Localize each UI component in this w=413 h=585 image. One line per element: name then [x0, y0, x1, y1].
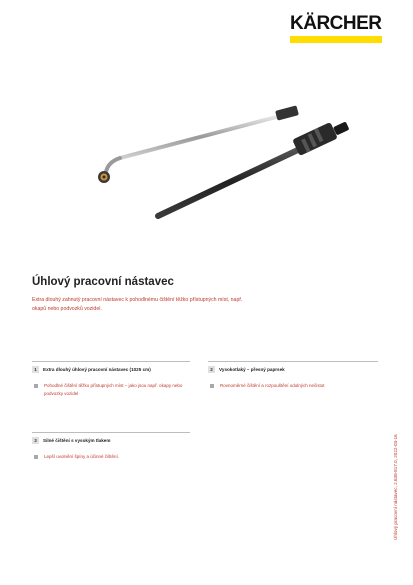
feature-heading [208, 366, 285, 373]
feature-divider [208, 361, 378, 362]
bullet-square-icon [34, 455, 38, 459]
feature-bullet [210, 382, 378, 390]
feature-number: 2 [208, 366, 215, 373]
bullet-square-icon [34, 384, 38, 388]
feature-bullet-text: Pohodlné čištění těžko přístupných míst – jako jsou např. okapy nebo podvozky vozidel [44, 383, 183, 396]
feature-divider [32, 432, 190, 433]
feature-bullet [34, 382, 194, 398]
feature-number: 3 [32, 437, 39, 444]
black-extension-tube [158, 121, 349, 216]
product-title: Úhlový pracovní nástavec [32, 276, 174, 288]
document-footer-note: Úhlový pracovní nástavec, 2.638-817.0, 2022-03-16 [393, 434, 398, 540]
brand-logo-bar [290, 36, 382, 43]
brand-logo-text: KÄRCHER [290, 13, 382, 34]
product-intro [32, 296, 332, 314]
feature-heading-text: Silné čištění s vysokým tlakem [43, 438, 111, 443]
steel-lance [98, 105, 299, 183]
feature-heading-text: Vysokotlaký – přesný paprsek [219, 367, 285, 372]
feature-heading [32, 437, 110, 444]
feature-number: 1 [32, 366, 39, 373]
intro-line: Extra dlouhý zahnutý pracovní nástavec k pohodlnému čištění těžko přístupných míst, např. [32, 297, 243, 303]
product-image [80, 88, 380, 228]
feature-heading-text: Extra dlouhý úhlový pracovní nástavec (1025 cm) [43, 367, 151, 372]
bullet-square-icon [210, 384, 214, 388]
feature-divider [32, 361, 190, 362]
intro-line: okapů nebo podvozků vozidel. [32, 306, 102, 312]
feature-bullet [34, 453, 194, 461]
brand-logo [290, 14, 382, 44]
feature-heading [32, 366, 151, 373]
feature-bullet-text: Lepší uvolnění špíny a účinné čištění. [44, 454, 120, 459]
feature-bullet-text: Rovnoměrné čištění a rozpouštění odolných nečistot [220, 383, 325, 388]
